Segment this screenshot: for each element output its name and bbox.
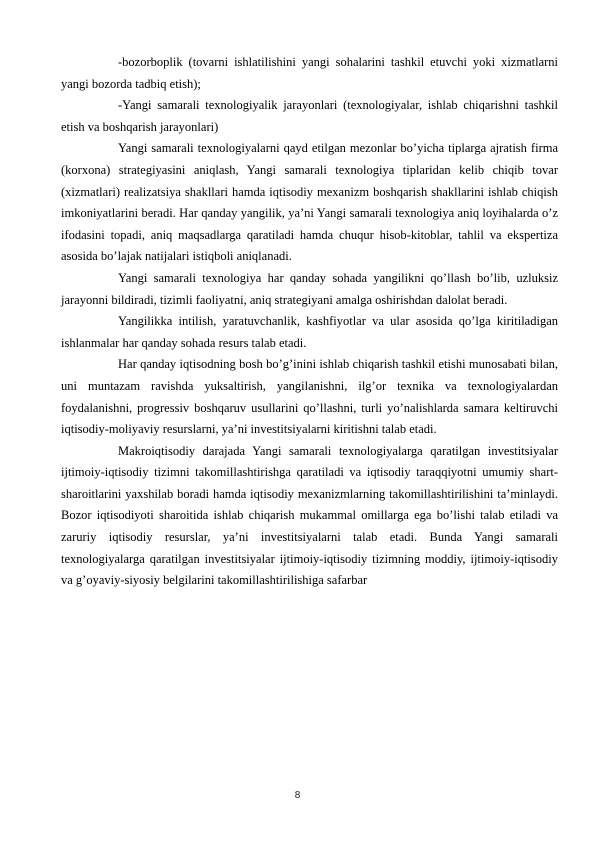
paragraph: Yangilikka intilish, yaratuvchanlik, kashfiyotlar va ular asosida qo’lga kiritiladigan ishlanmalar har qanday sohada resurs talab etadi. xyxy=(61,314,558,350)
body-text xyxy=(61,52,558,592)
paragraph: Makroiqtisodiy darajada Yangi samarali texnologiyalarga qaratilgan investitsiyalar ijtimoiy-iqtisodiy tizimni takomillashtirishga qaratiladi va iqtisodiy taraqqiyotni umumiy shart-sharoitlarini yaxshilab boradi hamda iqtisodiy mexanizmlarning takomillashtirilishini ta’minlaydi. Bozor iqtisodiyoti sharoitida ishlab chiqarish mukammal omillarga ega bo’lishi talab etiladi va zaruriy iqtisodiy resurslar, ya’ni investitsiyalarni talab etadi. Bunda Yangi samarali texnologiyalarga qaratilgan investitsiyalar ijtimoiy-iqtisodiy tizimning moddiy, ijtimoiy-iqtisodiy va g’oyaviy-siyosiy belgilarini takomillashtirilishiga safarbar xyxy=(61,443,558,588)
paragraph: -Yangi samarali texnologiyalik jarayonlari (texnologiyalar, ishlab chiqarishni tashkil etish va boshqarish jarayonlari) xyxy=(61,98,558,134)
page-number: 8 xyxy=(294,790,301,801)
paragraph: Yangi samarali texnologiya har qanday sohada yangilikni qo’llash bo’lib, uzluksiz jarayonni bildiradi, tizimli faoliyatni, aniq strategiyani amalga oshirishdan dalolat beradi. xyxy=(61,270,558,307)
paragraph: -bozorboplik (tovarni ishlatilishini yangi sohalarini tashkil etuvchi yoki xizmatlarni yangi bozorda tadbiq etish); xyxy=(61,55,558,91)
paragraph: Yangi samarali texnologiyalarni qayd etilgan mezonlar bo’yicha tiplarga ajratish firma (korxona) strategiyasini aniqlash, Yangi samarali texnologiya tiplaridan kelib chiqib tovar (xizmatlari) realizatsiya shakllari hamda iqtisodiy mexanizm boshqarish shakllarini ishlab chiqish imkoniyatlarini beradi. Har qanday yangilik, ya’ni Yangi samarali texnologiya aniq loyihalarda o’z ifodasini topadi, aniq maqsadlarga qaratiladi hamda chuqur hisob-kitoblar, tahlil va ekspertiza asosida bo’lajak natijalari istiqboli aniqlanadi. xyxy=(61,141,558,264)
paragraph: Har qanday iqtisodning bosh bo’g’inini ishlab chiqarish tashkil etishi munosabati bilan, uni muntazam ravishda yuksaltirish, yangilanishni, ilg’or texnika va texnologiyalardan foydalanishni, progressiv boshqaruv usullarini qo’llashni, turli yo’nalishlarda samara keltiruvchi iqtisodiy-moliyaviy resurslarni, ya’ni investitsiyalarni kiritishni talab etadi. xyxy=(61,357,558,437)
